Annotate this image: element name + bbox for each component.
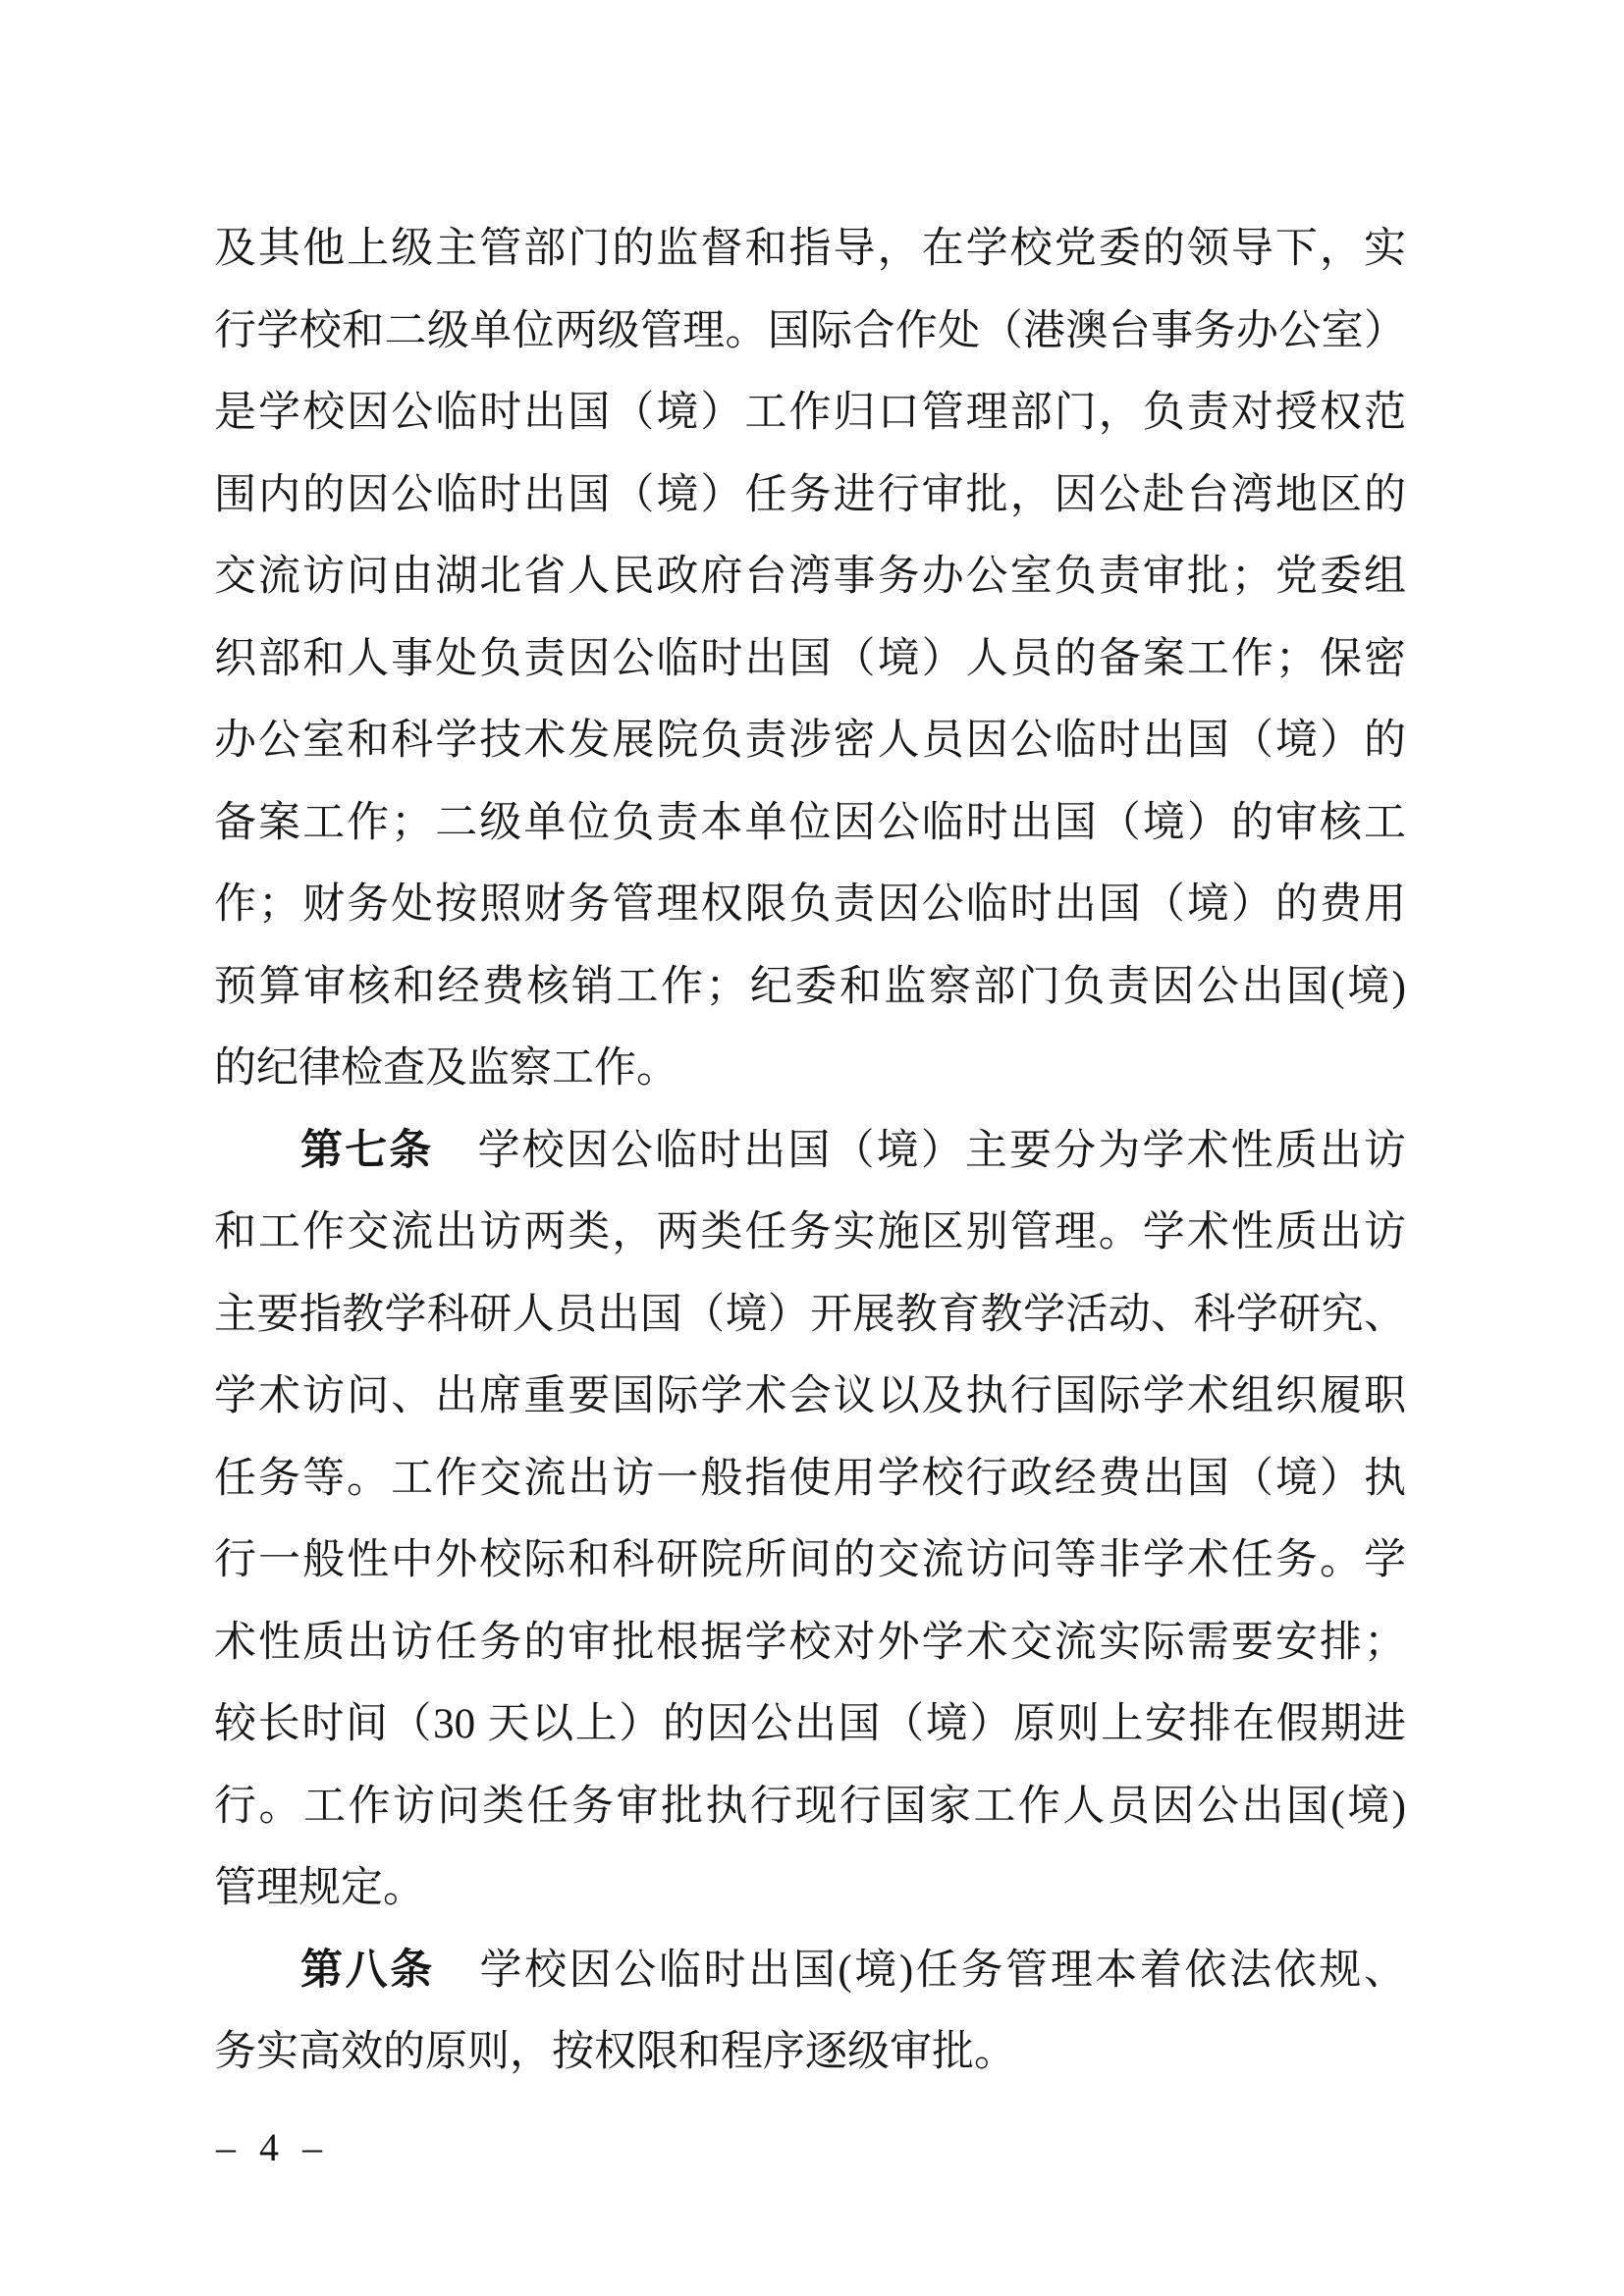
text-line: 术性质出访任务的审批根据学校对外学术交流实际需要安排； — [214, 1619, 1406, 1666]
text-line: 管理规定。 — [214, 1865, 425, 1911]
text-line: 较长时间（30 天以上）的因公出国（境）原则上安排在假期进 — [214, 1701, 1406, 1747]
text-line: 行学校和二级单位两级管理。国际合作处（港澳台事务办公室） — [214, 307, 1406, 354]
text-line: 任务等。工作交流出访一般指使用学校行政经费出国（境）执 — [214, 1455, 1406, 1502]
text-line: 第八条 学校因公临时出国(境)任务管理本着依法依规、 — [300, 1947, 1406, 1994]
text-line: 第七条 学校因公临时出国（境）主要分为学术性质出访 — [300, 1127, 1406, 1174]
text-line: 行。工作访问类任务审批执行现行国家工作人员因公出国(境) — [214, 1783, 1406, 1830]
text-line: 行一般性中外校际和科研院所间的交流访问等非学术任务。学 — [214, 1537, 1406, 1583]
text-line: 预算审核和经费核销工作；纪委和监察部门负责因公出国(境) — [214, 963, 1406, 1010]
text-line: 是学校因公临时出国（境）工作归口管理部门，负责对授权范 — [214, 390, 1406, 436]
text-line: 学术访问、出席重要国际学术会议以及执行国际学术组织履职 — [214, 1373, 1406, 1419]
text-line: 办公室和科学技术发展院负责涉密人员因公临时出国（境）的 — [214, 718, 1406, 764]
text-line: 作；财务处按照财务管理权限负责因公临时出国（境）的费用 — [214, 881, 1406, 928]
page-number: – 4 – — [216, 2125, 329, 2169]
text-line: 交流访问由湖北省人民政府台湾事务办公室负责审批；党委组 — [214, 554, 1406, 600]
text-line: 务实高效的原则，按权限和程序逐级审批。 — [214, 2029, 1016, 2075]
text-line: 主要指教学科研人员出国（境）开展教育教学活动、科学研究、 — [214, 1291, 1406, 1338]
text-line: 的纪律检查及监察工作。 — [214, 1045, 678, 1092]
text-line: 及其他上级主管部门的监督和指导，在学校党委的领导下，实 — [214, 226, 1406, 272]
clause-number: 第八条 — [300, 1947, 435, 1994]
text-line: 围内的因公临时出国（境）任务进行审批，因公赴台湾地区的 — [214, 471, 1406, 518]
text-line: 备案工作；二级单位负责本单位因公临时出国（境）的审核工 — [214, 799, 1406, 846]
clause-number: 第七条 — [300, 1127, 434, 1174]
text-line: 织部和人事处负责因公临时出国（境）人员的备案工作；保密 — [214, 635, 1406, 682]
text-line: 和工作交流出访两类，两类任务实施区别管理。学术性质出访 — [214, 1209, 1406, 1255]
document-body — [214, 208, 1406, 2094]
